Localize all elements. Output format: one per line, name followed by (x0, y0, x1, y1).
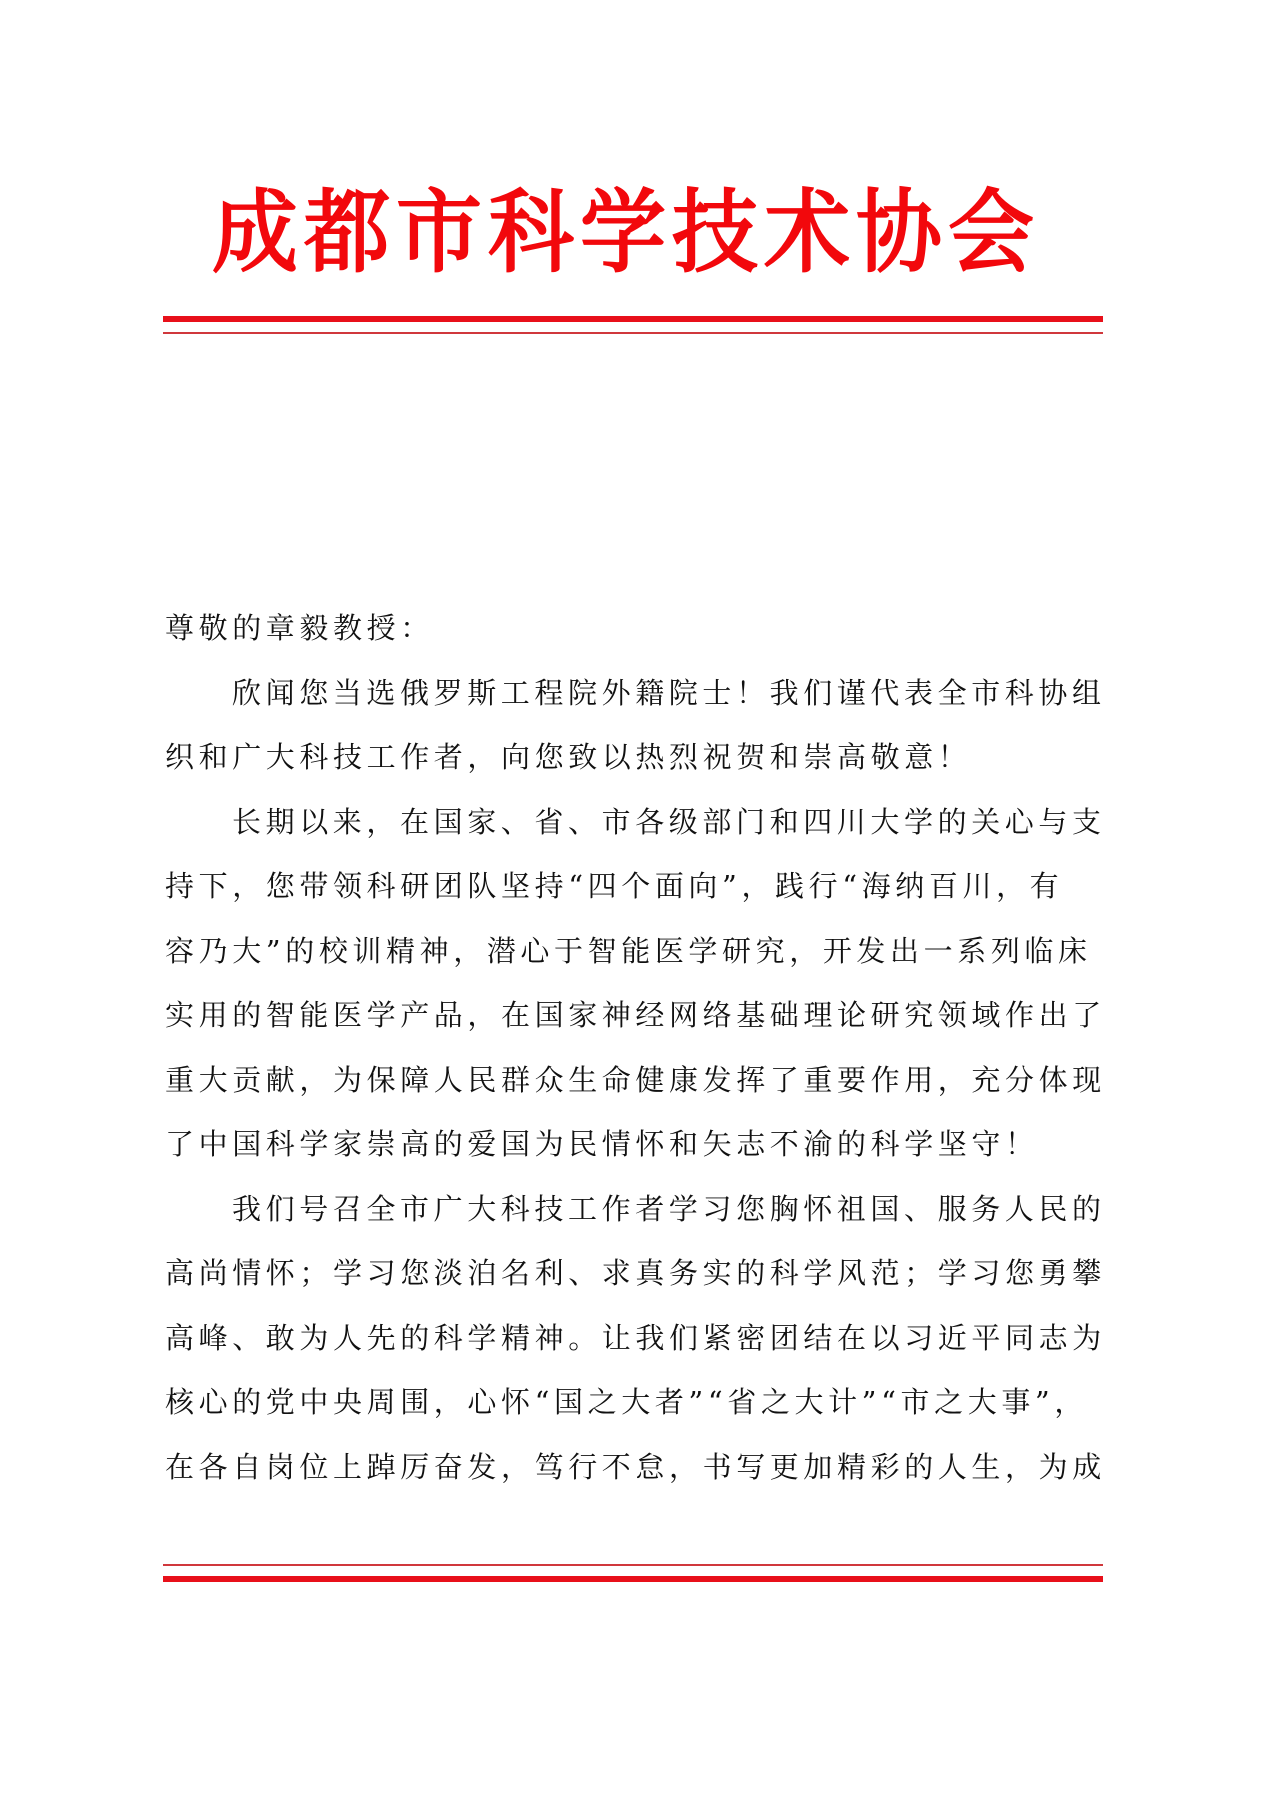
paragraph-line: 了中国科学家崇高的爱国为民情怀和矢志不渝的科学坚守！ (165, 1127, 1039, 1161)
salutation: 尊敬的章毅教授： (165, 611, 434, 645)
paragraph-line: 长期以来，在国家、省、市各级部门和四川大学的关心与支 (232, 804, 1106, 839)
footer-thick-rule (163, 1576, 1103, 1582)
paragraph-line: 实用的智能医学产品，在国家神经网络基础理论研究领域作出了 (165, 998, 1106, 1032)
header-thin-rule (163, 332, 1103, 334)
paragraph-line: 容乃大”的校训精神，潜心于智能医学研究，开发出一系列临床 (165, 933, 1092, 968)
footer-thin-rule (163, 1564, 1103, 1566)
paragraph-line: 核心的党中央周围，心怀“国之大者”“省之大计”“市之大事”， (165, 1385, 1088, 1419)
paragraph-line: 在各自岗位上踔厉奋发，笃行不怠，书写更加精彩的人生，为成 (165, 1449, 1106, 1484)
header-thick-rule (163, 316, 1103, 322)
paragraph-line: 织和广大科技工作者，向您致以热烈祝贺和崇高敬意！ (165, 740, 972, 774)
paragraph-line: 持下，您带领科研团队坚持“四个面向”，践行“海纳百川，有 (165, 869, 1064, 903)
letterhead-title: 成都市科学技术协会 (212, 179, 1040, 286)
paragraph-line: 高尚情怀；学习您淡泊名利、求真务实的科学风范；学习您勇攀 (165, 1256, 1106, 1290)
letter-body (165, 596, 1110, 1499)
paragraph-line: 高峰、敢为人先的科学精神。让我们紧密团结在以习近平同志为 (165, 1320, 1106, 1355)
paragraph-line: 重大贡献，为保障人民群众生命健康发挥了重要作用，充分体现 (165, 1062, 1106, 1097)
paragraph-line: 欣闻您当选俄罗斯工程院外籍院士！我们谨代表全市科协组 (232, 675, 1106, 710)
paragraph-line: 我们号召全市广大科技工作者学习您胸怀祖国、服务人民的 (232, 1191, 1106, 1226)
